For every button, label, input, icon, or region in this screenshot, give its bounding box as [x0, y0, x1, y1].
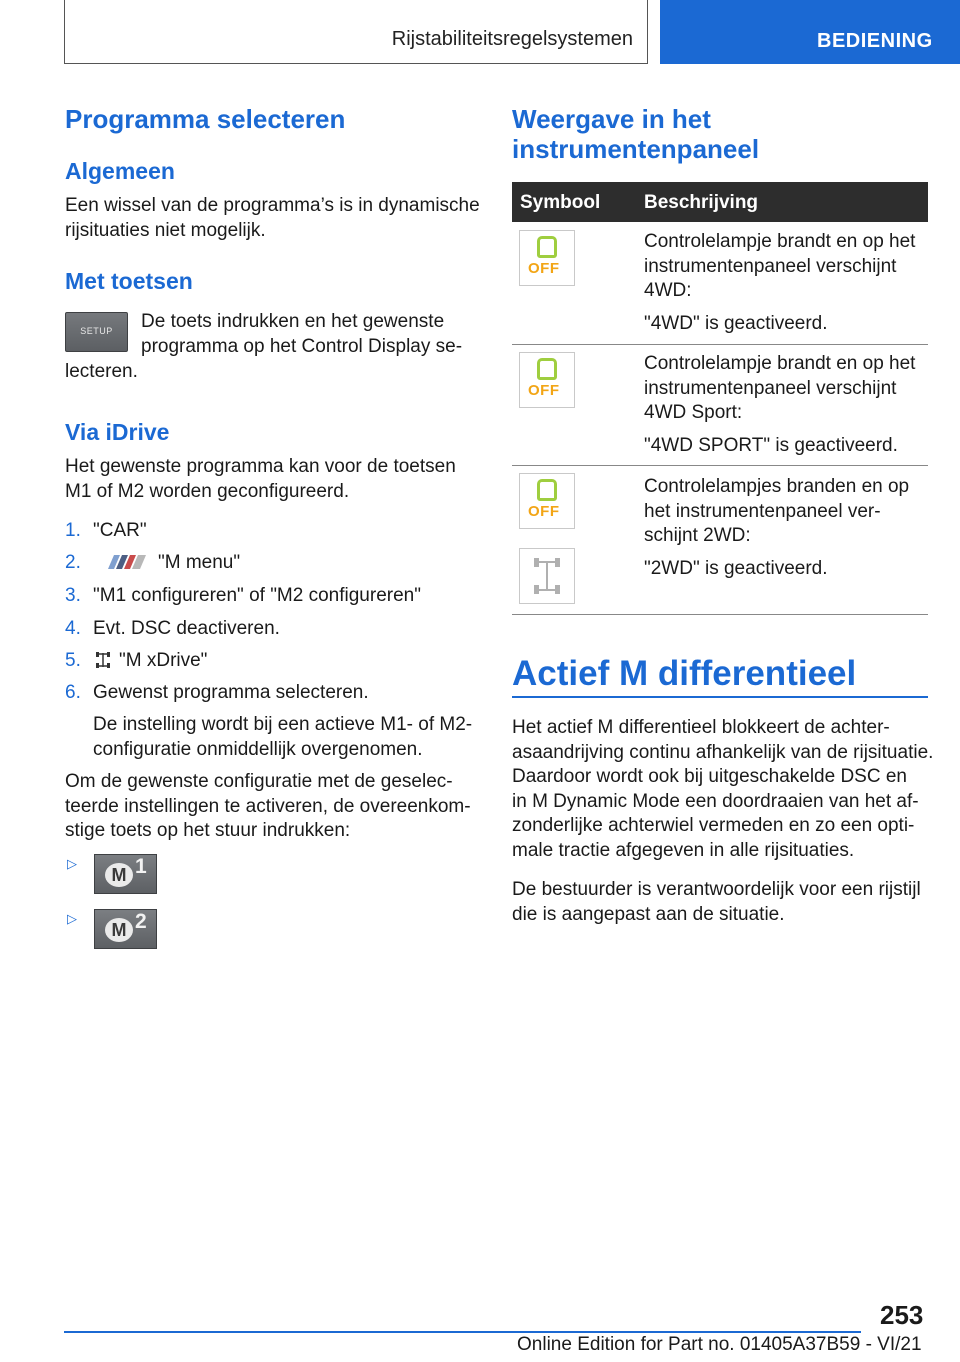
section-heading-idrive: Via iDrive — [65, 419, 170, 445]
buttons-text-line: programma op het Control Display se- — [141, 336, 463, 357]
step-number: 3. — [65, 585, 81, 606]
section-heading-buttons: Met toetsen — [65, 268, 193, 294]
step-text: "M menu" — [158, 552, 241, 573]
text-line: 4WD: — [644, 280, 692, 301]
table-row-divider — [512, 614, 928, 615]
section-heading-general: Algemeen — [65, 158, 175, 184]
step-number: 5. — [65, 650, 81, 671]
title-line: Weergave in het — [512, 104, 711, 134]
step-number: 1. — [65, 520, 81, 541]
text-line: zonderlijke achterwiel vermeden en zo een opti- — [512, 815, 915, 836]
text-line: instrumentenpaneel verschijnt — [644, 377, 897, 399]
xdrive-icon — [95, 650, 111, 670]
buttons-text-line: lecteren. — [65, 361, 138, 382]
m2-button-image — [94, 909, 157, 949]
4wd-sport-off-indicator-icon — [519, 352, 575, 408]
header-section-box — [64, 0, 648, 64]
text-line: in M Dynamic Mode een doordraaien van het af- — [512, 790, 919, 812]
table-header — [512, 182, 928, 222]
status-line: "2WD" is geactiveerd. — [644, 557, 828, 579]
text-line: teerde instellingen te activeren, de overeenkom- — [65, 795, 471, 817]
step-text: "M1 configureren" of "M2 configureren" — [93, 585, 421, 606]
status-line: "4WD" is geactiveerd. — [644, 312, 828, 334]
text-line: Controlelampjes branden en op — [644, 476, 910, 497]
footer-edition-text: Online Edition for Part no. 01405A37B59 - VI/21 — [517, 1334, 922, 1355]
4wd-off-indicator-icon — [519, 230, 575, 286]
header-chapter-tab — [660, 0, 960, 64]
m-button-number: 1 — [135, 855, 147, 878]
m-menu-stripes-icon — [100, 553, 150, 571]
text-line: De bestuurder is verantwoordelijk voor een rijstijl — [512, 879, 921, 900]
text-line: het instrumentenpaneel ver- — [644, 500, 881, 522]
differential-title: Actief M differentieel — [512, 654, 857, 693]
step-text: Evt. DSC deactiveren. — [93, 618, 280, 639]
off-label: OFF — [528, 382, 560, 399]
step-text: Gewenst programma selecteren. — [93, 682, 369, 703]
text-line: Het actief M differentieel blokkeert de achter- — [512, 717, 890, 738]
step-text: "CAR" — [93, 520, 147, 541]
table-header-symbol: Symbool — [520, 192, 601, 213]
text-line: Een wissel van de programma’s is in dynamische — [65, 195, 480, 216]
step-number: 2. — [65, 552, 81, 573]
bullet-triangle-icon: ▷ — [67, 911, 77, 926]
general-text — [65, 194, 480, 243]
m-logo: M — [105, 863, 133, 887]
activate-text — [65, 770, 471, 844]
text-line: 4WD Sport: — [644, 402, 743, 423]
text-line: De instelling wordt bij een actieve M1- of M2- — [93, 714, 473, 735]
2wd-drivetrain-indicator-icon — [519, 548, 575, 604]
text-line: stige toets op het stuur indrukken: — [65, 820, 351, 841]
text-line: asaandrijving continu afhankelijk van de rijsituatie. — [512, 741, 934, 763]
table-row-description — [644, 352, 926, 458]
text-line: Daardoor wordt ook bij uitgeschakelde DSC en — [512, 766, 907, 787]
header-section-title: Rijstabiliteitsregelsystemen — [391, 28, 633, 50]
drivetrain-icon — [520, 549, 574, 603]
table-header-description: Beschrijving — [644, 192, 759, 213]
header-chapter-label: BEDIENING — [817, 30, 933, 52]
text-line: Om de gewenste configuratie met de geselec- — [65, 771, 453, 792]
idrive-text — [65, 455, 456, 504]
text-line: Controlelampje brandt en op het — [644, 231, 916, 252]
text-line: instrumentenpaneel verschijnt — [644, 255, 897, 277]
step6-note — [93, 713, 472, 762]
differential-paragraph-2 — [512, 878, 921, 927]
m1-button-image — [94, 854, 157, 894]
text-line: Het gewenste programma kan voor de toetsen — [65, 456, 456, 477]
text-line: die is aangepast aan de situatie. — [512, 903, 785, 925]
m-logo: M — [105, 918, 133, 942]
table-section-title — [512, 104, 759, 164]
table-row-description — [644, 475, 926, 581]
table-row-divider — [512, 465, 928, 466]
m-button-number: 2 — [135, 910, 147, 933]
text-line: configuratie onmiddellijk overgenomen. — [93, 738, 423, 760]
text-line: male tractie afgegeven in alle rijsituaties. — [512, 839, 855, 861]
text-line: Controlelampje brandt en op het — [644, 353, 916, 374]
differential-title-rule — [512, 696, 928, 698]
step-number: 6. — [65, 682, 81, 703]
page-title: Programma selecteren — [65, 104, 346, 134]
differential-paragraph-1 — [512, 716, 933, 863]
text-line: schijnt 2WD: — [644, 525, 751, 546]
title-line: instrumentenpaneel — [512, 134, 760, 164]
2wd-off-indicator-icon — [519, 473, 575, 529]
off-label: OFF — [528, 260, 560, 277]
text-line: M1 of M2 worden geconfigureerd. — [65, 480, 350, 502]
buttons-text-line: De toets indrukken en het gewenste — [141, 311, 445, 332]
setup-button-image — [65, 312, 128, 352]
status-line: "4WD SPORT" is geactiveerd. — [644, 434, 898, 456]
page-number: 253 — [880, 1300, 924, 1330]
table-row-divider — [512, 344, 928, 345]
step-text: "M xDrive" — [119, 650, 208, 671]
car-icon — [537, 479, 557, 501]
car-icon — [537, 358, 557, 380]
setup-button-label: SETUP — [80, 326, 113, 336]
text-line: rijsituaties niet mogelijk. — [65, 219, 266, 241]
bullet-triangle-icon: ▷ — [67, 856, 77, 871]
car-icon — [537, 236, 557, 258]
step-number: 4. — [65, 618, 81, 639]
footer-rule — [64, 1331, 861, 1333]
off-label: OFF — [528, 503, 560, 520]
table-row-description — [644, 230, 926, 336]
